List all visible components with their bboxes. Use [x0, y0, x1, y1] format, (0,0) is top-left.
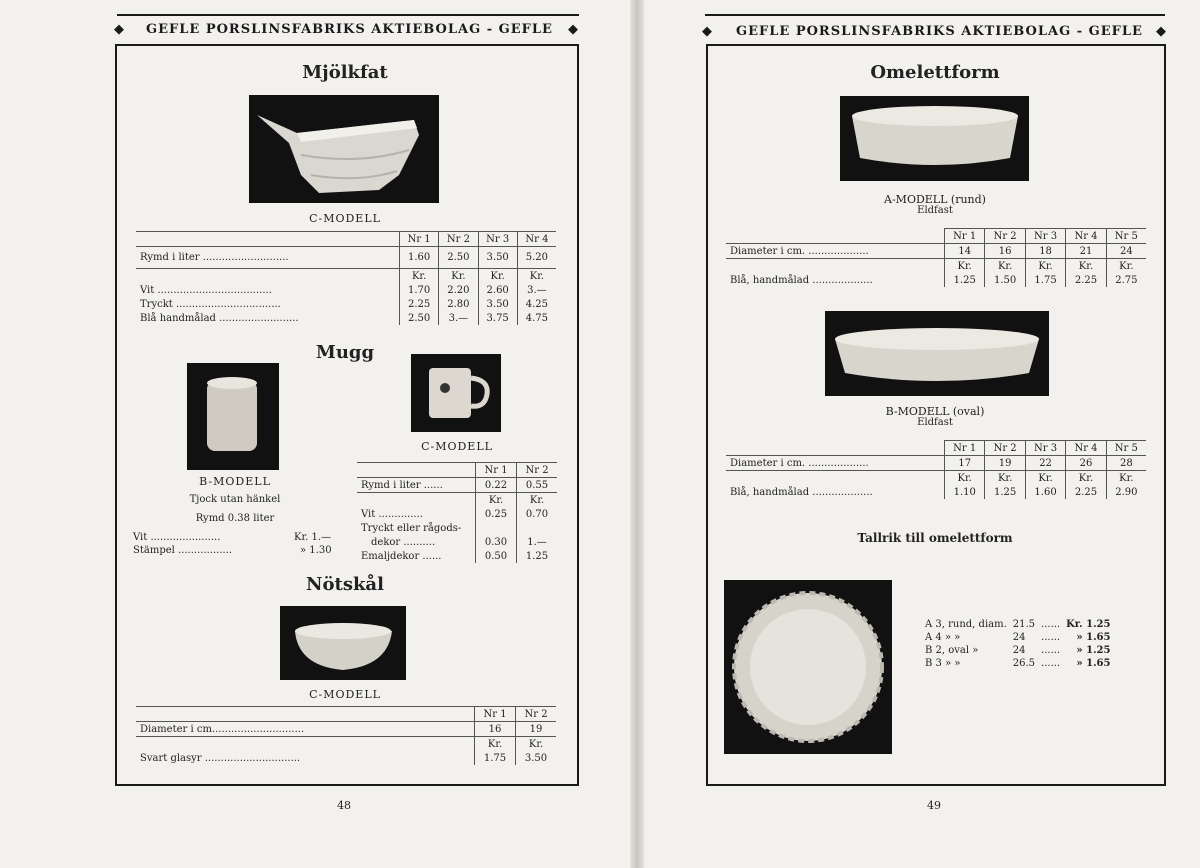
- kr-label: Kr.: [985, 471, 1025, 486]
- leader-dots: ......: [1041, 645, 1061, 656]
- cell: 5.20: [517, 247, 556, 269]
- mjolkfat-title: Mjölkfat: [302, 62, 388, 83]
- kr-label: Kr.: [478, 269, 517, 284]
- cell: 2.25: [400, 297, 439, 311]
- row-label: Blå, handmålad ...................: [730, 274, 873, 286]
- kr-label: Kr.: [1066, 471, 1106, 486]
- cell: 1.25: [945, 273, 985, 287]
- cell: 1.60: [1025, 485, 1065, 499]
- item-size: 26.5: [1012, 658, 1036, 669]
- item-desc: B 3 » »: [925, 658, 961, 669]
- mjolkfat-price-table: [136, 231, 556, 325]
- kr-label: Kr.: [516, 737, 556, 752]
- omelett-b-photo: [825, 311, 1049, 396]
- cell: 1.—: [517, 535, 557, 549]
- cell: 0.22: [476, 478, 517, 493]
- cell: 17: [945, 456, 985, 471]
- item-size: 21.5: [1012, 619, 1036, 630]
- col-header: Nr 4: [1066, 441, 1106, 456]
- leader-dots: ......: [1041, 619, 1061, 630]
- item-desc: A 4 » »: [925, 632, 961, 643]
- mugg-b-vit-price: Kr. 1.—: [294, 532, 332, 543]
- leader-dots: ......: [1041, 658, 1061, 669]
- tallrik-photo: [724, 580, 892, 754]
- kr-label: Kr.: [985, 259, 1025, 274]
- item-size: 24: [1012, 632, 1026, 643]
- item-desc: B 2, oval »: [925, 645, 979, 656]
- item-price: Kr. 1.25: [1066, 619, 1111, 630]
- cell: 18: [1025, 244, 1065, 259]
- item-price: » 1.65: [1076, 632, 1111, 643]
- col-header: Nr 1: [476, 463, 517, 478]
- diamond-icon: ◆: [114, 22, 125, 37]
- cell: 2.50: [400, 311, 439, 325]
- mugg-title: Mugg: [315, 342, 375, 363]
- mugg-price-table: [357, 462, 557, 563]
- col-header: Nr 3: [1025, 441, 1065, 456]
- cell: 2.80: [439, 297, 478, 311]
- tallrik-title: Tallrik till omelettform: [857, 531, 1013, 545]
- leader-dots: ......: [1041, 632, 1061, 643]
- cell: 14: [945, 244, 985, 259]
- row-label: Vit ..............: [361, 508, 423, 520]
- cell: 19: [516, 722, 556, 737]
- cell: 26: [1066, 456, 1106, 471]
- item-price: » 1.65: [1076, 658, 1111, 669]
- row-label: Diameter i cm. ...................: [726, 244, 945, 259]
- col-header: Nr 2: [985, 441, 1025, 456]
- row-label: Blå handmålad .........................: [140, 312, 299, 324]
- kr-label: Kr.: [945, 471, 985, 486]
- cell: 16: [475, 722, 516, 737]
- col-header: Nr 2: [517, 463, 557, 478]
- col-header: Nr 1: [945, 229, 985, 244]
- cell: 4.25: [517, 297, 556, 311]
- mjolkfat-model: C-MODELL: [309, 212, 381, 225]
- cell: 2.60: [478, 283, 517, 297]
- cell: 2.75: [1106, 273, 1146, 287]
- diamond-icon: ◆: [1156, 24, 1167, 39]
- cell: 19: [985, 456, 1025, 471]
- row-label: Tryckt .................................: [140, 298, 281, 310]
- omelett-b-model: B-MODELL (oval): [885, 405, 985, 418]
- row-label: Rymd i liter ...........................: [136, 247, 400, 269]
- cell: 3.50: [478, 297, 517, 311]
- omelett-b-sub: Eldfast: [917, 417, 953, 428]
- cell: 1.75: [475, 751, 516, 765]
- row-label: Rymd i liter ......: [357, 478, 476, 493]
- cell: 0.70: [517, 507, 557, 521]
- omelett-b-table: [726, 440, 1146, 499]
- cell: 22: [1025, 456, 1065, 471]
- kr-label: Kr.: [475, 737, 516, 752]
- header-rule: [705, 14, 1165, 16]
- cell: 0.25: [476, 507, 517, 521]
- kr-label: Kr.: [1106, 259, 1146, 274]
- notskal-photo: [280, 606, 406, 680]
- row-label: Diameter i cm.............................: [136, 722, 475, 737]
- kr-label: Kr.: [439, 269, 478, 284]
- cell: 1.70: [400, 283, 439, 297]
- item-size: 24: [1012, 645, 1026, 656]
- omelett-a-sub: Eldfast: [917, 205, 953, 216]
- kr-label: Kr.: [945, 259, 985, 274]
- list-item: [922, 657, 1113, 670]
- cell: 3.50: [516, 751, 556, 765]
- col-header: Nr 5: [1106, 229, 1146, 244]
- col-header: Nr 1: [945, 441, 985, 456]
- page-number: 48: [337, 799, 351, 812]
- notskal-model: C-MODELL: [309, 688, 381, 701]
- mugg-b-stampel-price: » 1.30: [300, 545, 332, 556]
- page-number: 49: [927, 799, 941, 812]
- mugg-b-vit-label: Vit ......................: [133, 532, 221, 543]
- list-item: [922, 618, 1113, 631]
- header-rule: [117, 14, 579, 16]
- item-price: » 1.25: [1076, 645, 1111, 656]
- mugg-b-photo: [187, 363, 279, 470]
- header-text: GEFLE PORSLINSFABRIKS AKTIEBOLAG - GEFLE: [146, 22, 553, 37]
- cell: 28: [1106, 456, 1146, 471]
- cell: 0.30: [476, 535, 517, 549]
- mugg-c-photo: [411, 354, 501, 432]
- diamond-icon: ◆: [568, 22, 579, 37]
- row-label: Vit ....................................: [140, 284, 272, 296]
- row-label: dekor ..........: [371, 536, 436, 548]
- list-item: [922, 644, 1113, 657]
- mugg-c-model: C-MODELL: [421, 440, 493, 453]
- left-header: [114, 22, 584, 40]
- cell: 16: [985, 244, 1025, 259]
- omelett-a-model: A-MODELL (rund): [884, 193, 986, 206]
- tallrik-price-list: [922, 618, 1113, 670]
- gutter: [630, 0, 644, 868]
- col-header: Nr 5: [1106, 441, 1146, 456]
- mugg-b-model: B-MODELL: [199, 475, 271, 488]
- notskal-price-table: [136, 706, 556, 765]
- col-header: Nr 1: [475, 707, 516, 722]
- cell: 2.25: [1066, 273, 1106, 287]
- cell: 2.25: [1066, 485, 1106, 499]
- cell: 4.75: [517, 311, 556, 325]
- col-header: Nr 1: [400, 232, 439, 247]
- cell: 3.—: [439, 311, 478, 325]
- cell: 3.—: [517, 283, 556, 297]
- row-label: Emaljdekor ......: [361, 550, 442, 562]
- col-header: Nr 2: [985, 229, 1025, 244]
- kr-label: Kr.: [476, 493, 517, 508]
- kr-label: Kr.: [1025, 259, 1065, 274]
- kr-label: Kr.: [517, 493, 557, 508]
- cell: 0.55: [517, 478, 557, 493]
- cell: 1.25: [517, 549, 557, 563]
- cell: 1.10: [945, 485, 985, 499]
- omelett-title: Omelettform: [870, 62, 1000, 83]
- mugg-b-stampel-label: Stämpel .................: [133, 545, 233, 556]
- omelett-a-table: [726, 228, 1146, 287]
- kr-label: Kr.: [400, 269, 439, 284]
- right-header: [702, 24, 1172, 42]
- cell: 1.25: [985, 485, 1025, 499]
- cell: 24: [1106, 244, 1146, 259]
- cell: 3.75: [478, 311, 517, 325]
- col-header: Nr 2: [516, 707, 556, 722]
- mjolkfat-photo: [249, 95, 439, 203]
- kr-label: Kr.: [1106, 471, 1146, 486]
- cell: 0.50: [476, 549, 517, 563]
- cell: 1.75: [1025, 273, 1065, 287]
- row-label: Diameter i cm. ...................: [726, 456, 945, 471]
- col-header: Nr 3: [478, 232, 517, 247]
- cell: 2.50: [439, 247, 478, 269]
- omelett-a-photo: [840, 96, 1029, 181]
- row-label: Blå, handmålad ...................: [730, 486, 873, 498]
- cell: 1.60: [400, 247, 439, 269]
- list-item: [922, 631, 1113, 644]
- row-label: Svart glasyr ..............................: [140, 752, 301, 764]
- diamond-icon: ◆: [702, 24, 713, 39]
- col-header: Nr 3: [1025, 229, 1065, 244]
- right-page: [644, 0, 1200, 868]
- col-header: Nr 4: [517, 232, 556, 247]
- cell: 3.50: [478, 247, 517, 269]
- col-header: Nr 4: [1066, 229, 1106, 244]
- header-text: GEFLE PORSLINSFABRIKS AKTIEBOLAG - GEFLE: [736, 24, 1143, 39]
- cell: 2.20: [439, 283, 478, 297]
- row-label: Tryckt eller rågods-: [361, 522, 462, 534]
- item-desc: A 3, rund, diam.: [925, 619, 1007, 630]
- cell: 1.50: [985, 273, 1025, 287]
- col-header: Nr 2: [439, 232, 478, 247]
- kr-label: Kr.: [1025, 471, 1065, 486]
- kr-label: Kr.: [1066, 259, 1106, 274]
- cell: 2.90: [1106, 485, 1146, 499]
- mugg-b-desc2: Rymd 0.38 liter: [195, 513, 275, 524]
- notskal-title: Nötskål: [306, 574, 384, 595]
- mugg-b-desc1: Tjock utan hänkel: [189, 494, 281, 505]
- kr-label: Kr.: [517, 269, 556, 284]
- cell: 21: [1066, 244, 1106, 259]
